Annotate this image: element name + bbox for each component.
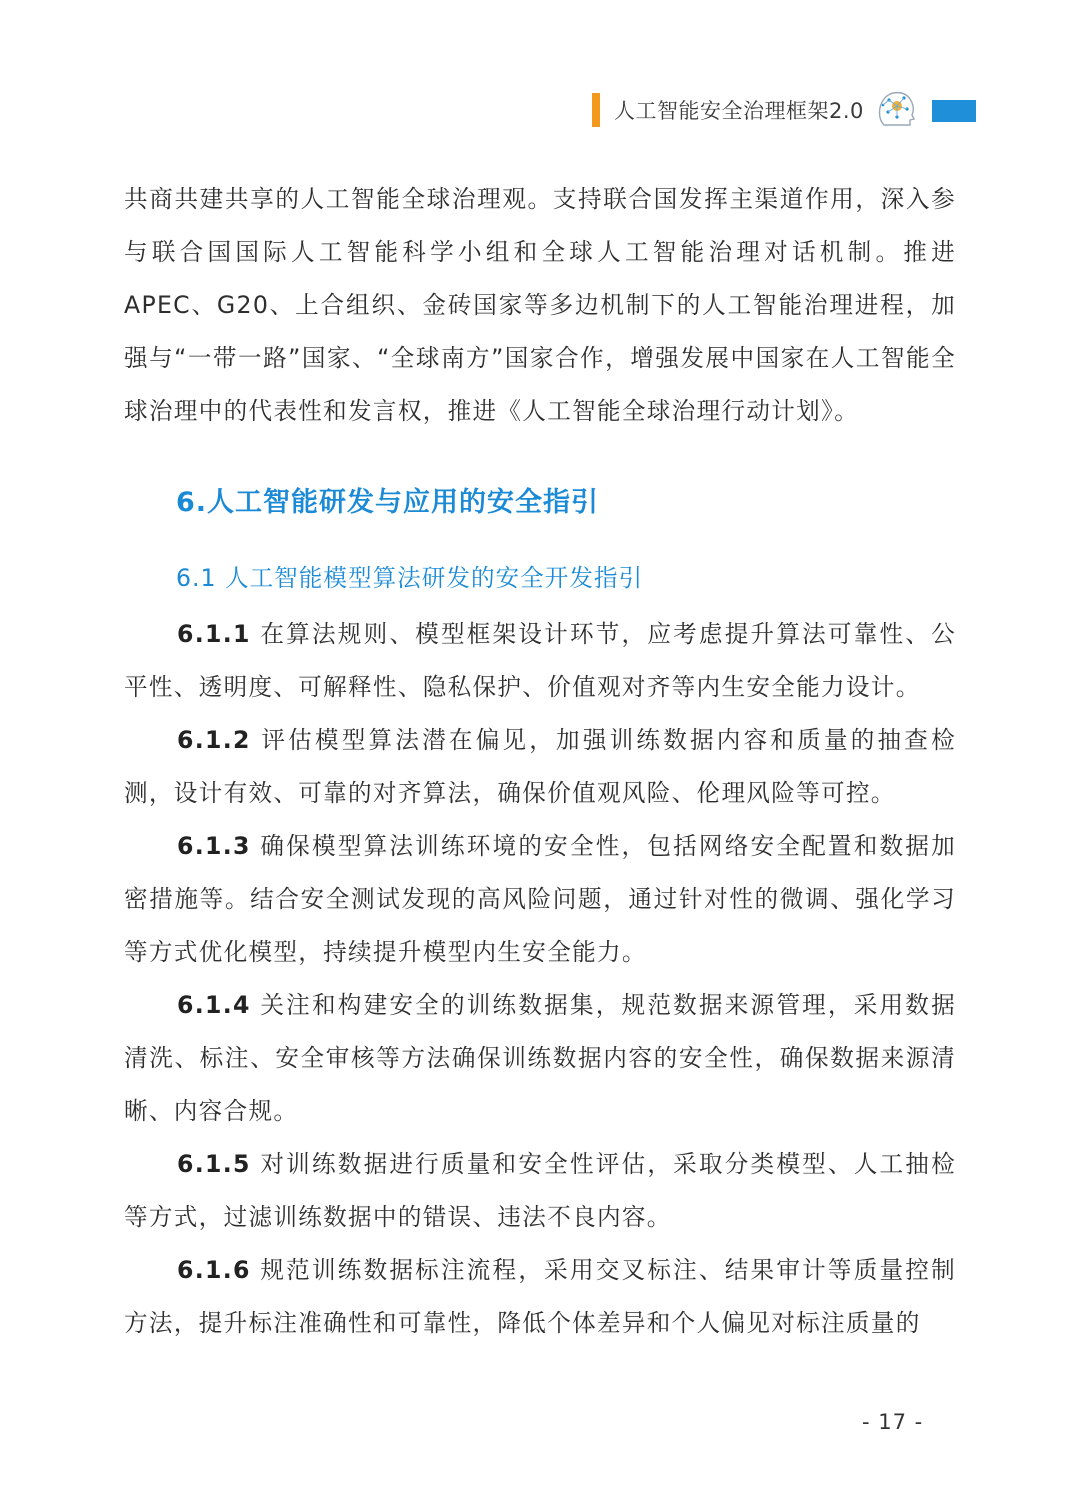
clause-text: 在算法规则、模型框架设计环节，应考虑提升算法可靠性、公平性、透明度、可解释性、隐私保护、价值观对齐等内生安全能力设计。 [124,620,956,701]
clause-paragraph [124,714,956,820]
clause-number: 6.1.4 [177,991,251,1019]
clause-number: 6.1.2 [177,726,251,754]
clause-number: 6.1.3 [177,832,251,860]
intro-paragraph: 共商共建共享的人工智能全球治理观。支持联合国发挥主渠道作用，深入参与联合国国际人工智能科学小组和全球人工智能治理对话机制。推进APEC、G20、上合组织、金砖国家等多边机制下的人工智能治理进程，加强与“一带一路”国家、“全球南方”国家合作，增强发展中国家在人工智能全球治理中的代表性和发言权，推进《人工智能全球治理行动计划》。 [124,185,956,425]
clause-paragraph [124,820,956,979]
clause-text: 评估模型算法潜在偏见，加强训练数据内容和质量的抽查检测，设计有效、可靠的对齐算法，确保价值观风险、伦理风险等可控。 [124,726,956,807]
page-body [124,173,956,1350]
clause-number: 6.1.1 [177,620,251,648]
clause-text: 确保模型算法训练环境的安全性，包括网络安全配置和数据加密措施等。结合安全测试发现的高风险问题，通过针对性的微调、强化学习等方式优化模型，持续提升模型内生安全能力。 [124,832,956,966]
running-header [592,88,920,132]
clause-paragraph [124,608,956,714]
page-number: - 17 - [862,1410,924,1434]
header-title: 人工智能安全治理框架2.0 [614,99,864,123]
clause-number: 6.1.6 [177,1256,251,1284]
clause-text: 关注和构建安全的训练数据集，规范数据来源管理，采用数据清洗、标注、安全审核等方法确保训练数据内容的安全性，确保数据来源清晰、内容合规。 [124,991,956,1125]
clause-paragraph [124,1138,956,1244]
ai-head-icon [870,85,920,135]
header-accent-bar [592,93,600,127]
clause-text: 对训练数据进行质量和安全性评估，采取分类模型、人工抽检等方式，过滤训练数据中的错误、违法不良内容。 [124,1150,956,1231]
clause-number: 6.1.5 [177,1150,251,1178]
header-color-block [932,100,976,122]
clause-paragraph [124,979,956,1138]
subsection-title: 6.1 人工智能模型算法研发的安全开发指引 [176,564,644,592]
section-title: 6.人工智能研发与应用的安全指引 [176,487,600,518]
clause-text: 规范训练数据标注流程，采用交叉标注、结果审计等质量控制方法，提升标注准确性和可靠性，降低个体差异和个人偏见对标注质量的 [124,1256,956,1337]
clause-paragraph [124,1244,956,1350]
